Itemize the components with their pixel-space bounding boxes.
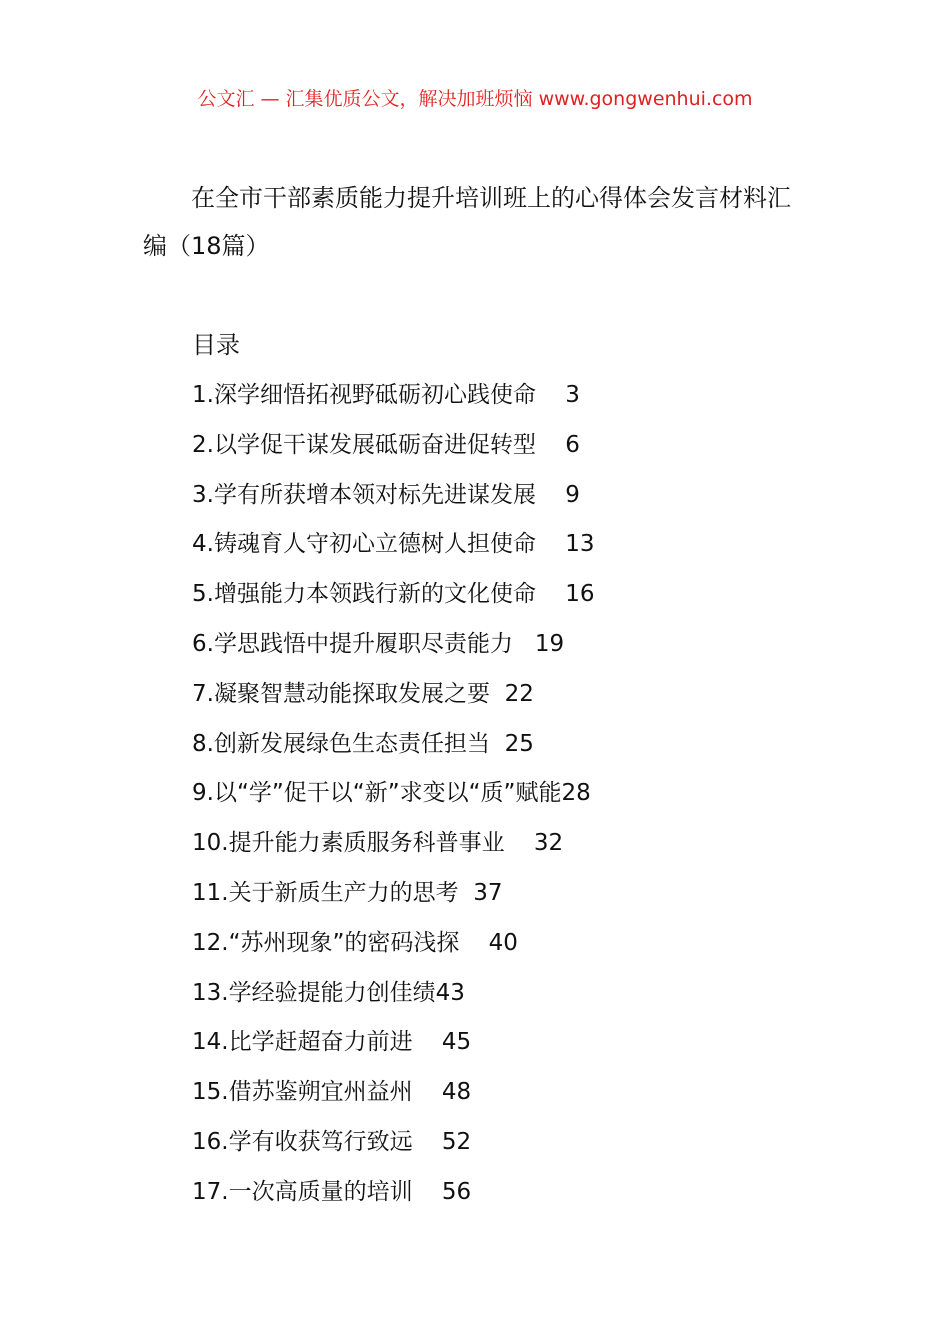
toc-entry: 2.以学促干谋发展砥砺奋进促转型 6 [192,431,580,458]
toc-entry: 17.一次高质量的培训 56 [192,1178,472,1205]
toc-entry: 13.学经验提能力创佳绩43 [192,979,465,1006]
watermark-header: 公文汇 — 汇集优质公文，解决加班烦恼 www.gongwenhui.com [197,88,753,110]
toc-entry: 12.“苏州现象”的密码浅探 40 [192,929,518,956]
document-title: 在全市干部素质能力提升培训班上的心得体会发言材料汇编（18篇） [143,184,791,260]
toc-entry: 14.比学赶超奋力前进 45 [192,1029,472,1056]
toc-entry: 3.学有所获增本领对标先进谋发展 9 [192,481,580,508]
toc-entry: 15.借苏鉴朔宜州益州 48 [192,1079,472,1106]
toc-entry: 8.创新发展绿色生态责任担当 25 [192,730,534,757]
toc-list [192,377,812,1224]
toc-entry: 9.以“学”促干以“新”求变以“质”赋能28 [192,780,591,807]
toc-entry: 4.铸魂育人守初心立德树人担使命 13 [192,531,595,558]
toc-entry: 1.深学细悟拓视野砥砺初心践使命 3 [192,382,580,408]
toc-entry: 16.学有收获笃行致远 52 [192,1128,472,1155]
toc-heading: 目录 [192,331,240,359]
toc-entry: 10.提升能力素质服务科普事业 32 [192,830,564,857]
toc-entry: 7.凝聚智慧动能探取发展之要 22 [192,680,534,707]
toc-entry: 11.关于新质生产力的思考 37 [192,879,503,906]
toc-entry: 6.学思践悟中提升履职尽责能力 19 [192,630,565,657]
toc-entry: 5.增强能力本领践行新的文化使命 16 [192,581,595,608]
